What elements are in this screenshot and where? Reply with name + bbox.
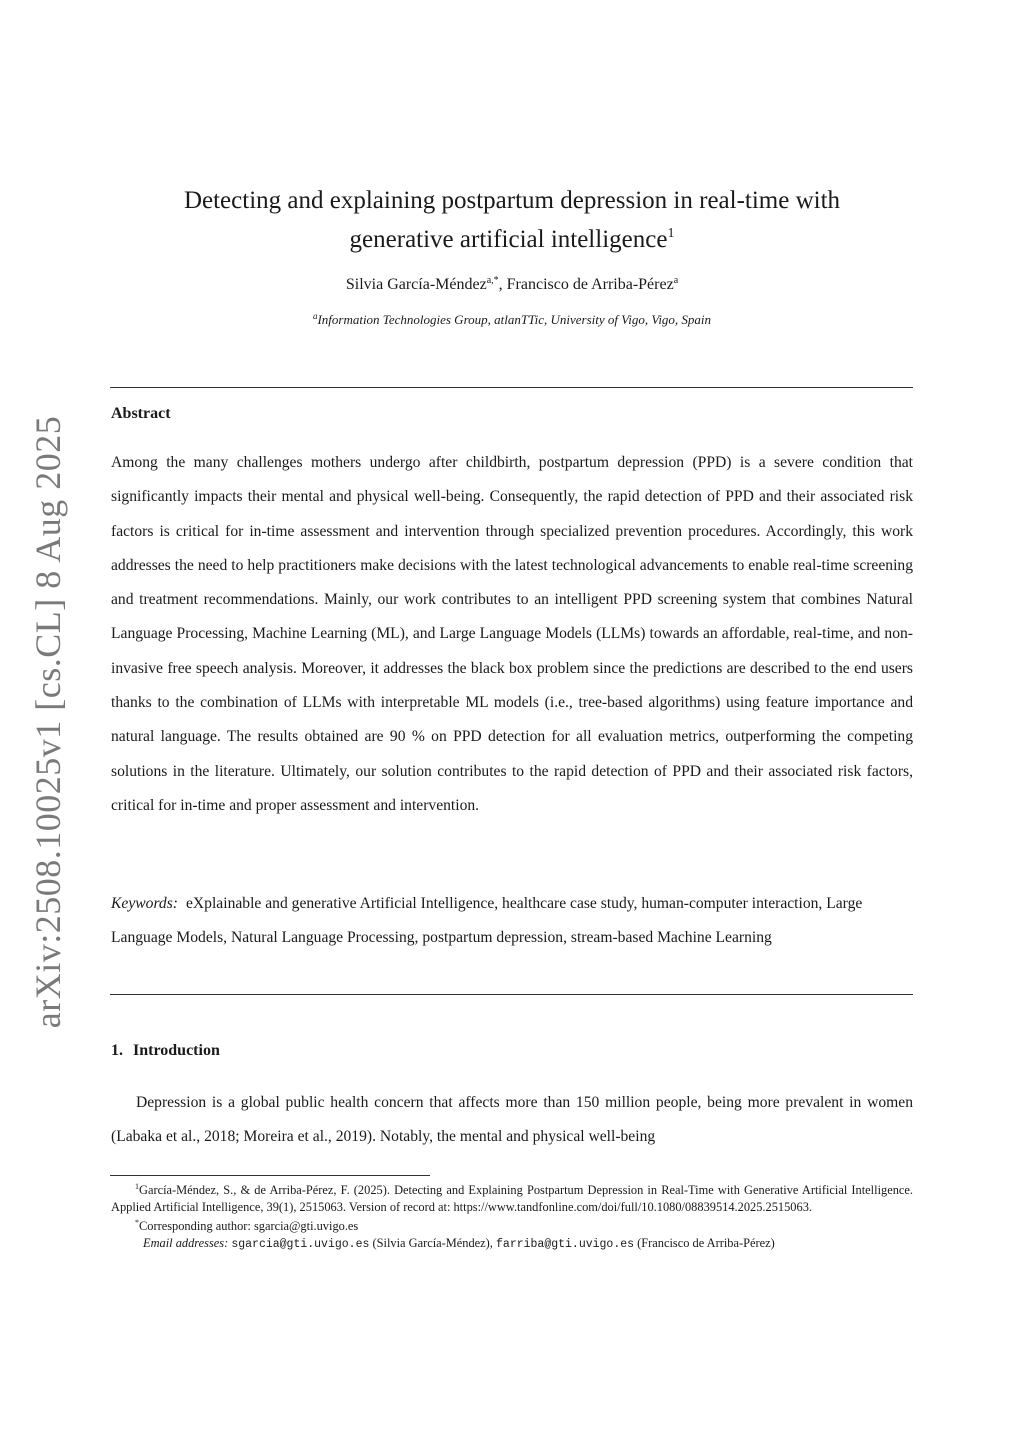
keywords-text: eXplainable and generative Artificial Intelligence, healthcare case study, human-computer interaction, Large Language Models, Natural Language Processing, postpartum depression, stream-based Machine Learning <box>111 895 863 947</box>
affiliation-mark: a <box>312 311 318 321</box>
footnote-1 <box>111 1179 913 1215</box>
section-title: Introduction <box>133 1042 220 1059</box>
footnote-1-text: García-Méndez, S., & de Arriba-Pérez, F. (2025). Detecting and Explaining Postpartum Depression in Real-Time with Generative Artificial Intelligence. Applied Artificial Intelligence, 39(1), 2515063. Version of record at: https://www.tandfonline.com/doi/full/10.1080/08839514.2025.2515063. <box>111 1183 913 1214</box>
corresponding-author-text: Corresponding author: sgarcia@gti.uvigo.es <box>139 1219 359 1233</box>
email-2-owner: (Francisco de Arriba-Pérez) <box>637 1235 775 1250</box>
title-line-1: Detecting and explaining postpartum depression in real-time with <box>183 187 841 214</box>
email-link-1[interactable]: sgarcia@gti.uvigo.es <box>231 1237 370 1251</box>
author-1-marks: a,* <box>486 275 499 286</box>
title-footnote-mark[interactable]: 1 <box>667 226 675 241</box>
author-2-marks: a <box>673 275 679 286</box>
introduction-paragraph: Depression is a global public health concern that affects more than 150 million people, being more prevalent in women (Labaka et al., 2018; Moreira et al., 2019). Notably, the mental and physical well-being <box>111 1094 913 1146</box>
section-number: 1. <box>111 1042 123 1059</box>
footnote-1-mark: 1 <box>135 1182 139 1191</box>
affiliation-text: Information Technologies Group, atlanTTic, University of Vigo, Vigo, Spain <box>317 312 712 327</box>
abstract-heading: Abstract <box>111 405 171 422</box>
corresponding-mark: * <box>135 1218 139 1227</box>
arxiv-identifier-stamp: arXiv:2508.10025v1 [cs.CL] 8 Aug 2025 <box>28 415 68 1029</box>
title-line-2-text: generative artificial intelligence <box>349 226 668 253</box>
section-heading-introduction <box>111 1042 220 1060</box>
email-addresses-note <box>111 1235 913 1254</box>
keywords-label: Keywords: <box>111 895 178 912</box>
email-label: Email addresses: <box>143 1235 229 1250</box>
abstract-body: Among the many challenges mothers undergo after childbirth, postpartum depression (PPD) is a severe condition that significantly impacts their mental and physical well-being. Consequently, the rapid detection of PPD and their associated risk factors is critical for in-time assessment and intervention through specialized prevention procedures. Accordingly, this work addresses the need to help practitioners make decisions with the latest technological advancements to enable real-time screening and treatment recommendations. Mainly, our work contributes to an intelligent PPD screening system that combines Natural Language Processing, Machine Learning (ML), and Large Language Models (LLMs) towards an affordable, real-time, and non-invasive free speech analysis. Moreover, it addresses the black box problem since the predictions are described to the end users thanks to the combination of LLMs with interpretable ML models (i.e., tree-based algorithms) using feature importance and natural language. The results obtained are 90 % on PPD detection for all evaluation metrics, outperforming the competing solutions in the literature. Ultimately, our solution contributes to the rapid detection of PPD and their associated risk factors, critical for in-time and proper assessment and intervention. <box>111 454 913 814</box>
title-line-2 <box>112 217 912 256</box>
abstract-bottom-rule <box>110 994 913 995</box>
author-name-1: Silvia García-Méndez <box>345 276 487 293</box>
abstract-top-rule <box>110 387 913 388</box>
paper-title <box>112 184 912 256</box>
email-1-owner: (Silvia García-Méndez), <box>372 1235 493 1250</box>
footnote-rule <box>110 1175 430 1176</box>
affiliation <box>112 311 912 328</box>
author-separator: , <box>498 276 507 293</box>
keywords-block <box>111 887 913 956</box>
author-name-2: Francisco de Arriba-Pérez <box>506 276 674 293</box>
author-list <box>112 275 912 294</box>
email-link-2[interactable]: farriba@gti.uvigo.es <box>496 1237 635 1251</box>
footnotes <box>111 1179 913 1253</box>
corresponding-author-note <box>111 1215 913 1235</box>
